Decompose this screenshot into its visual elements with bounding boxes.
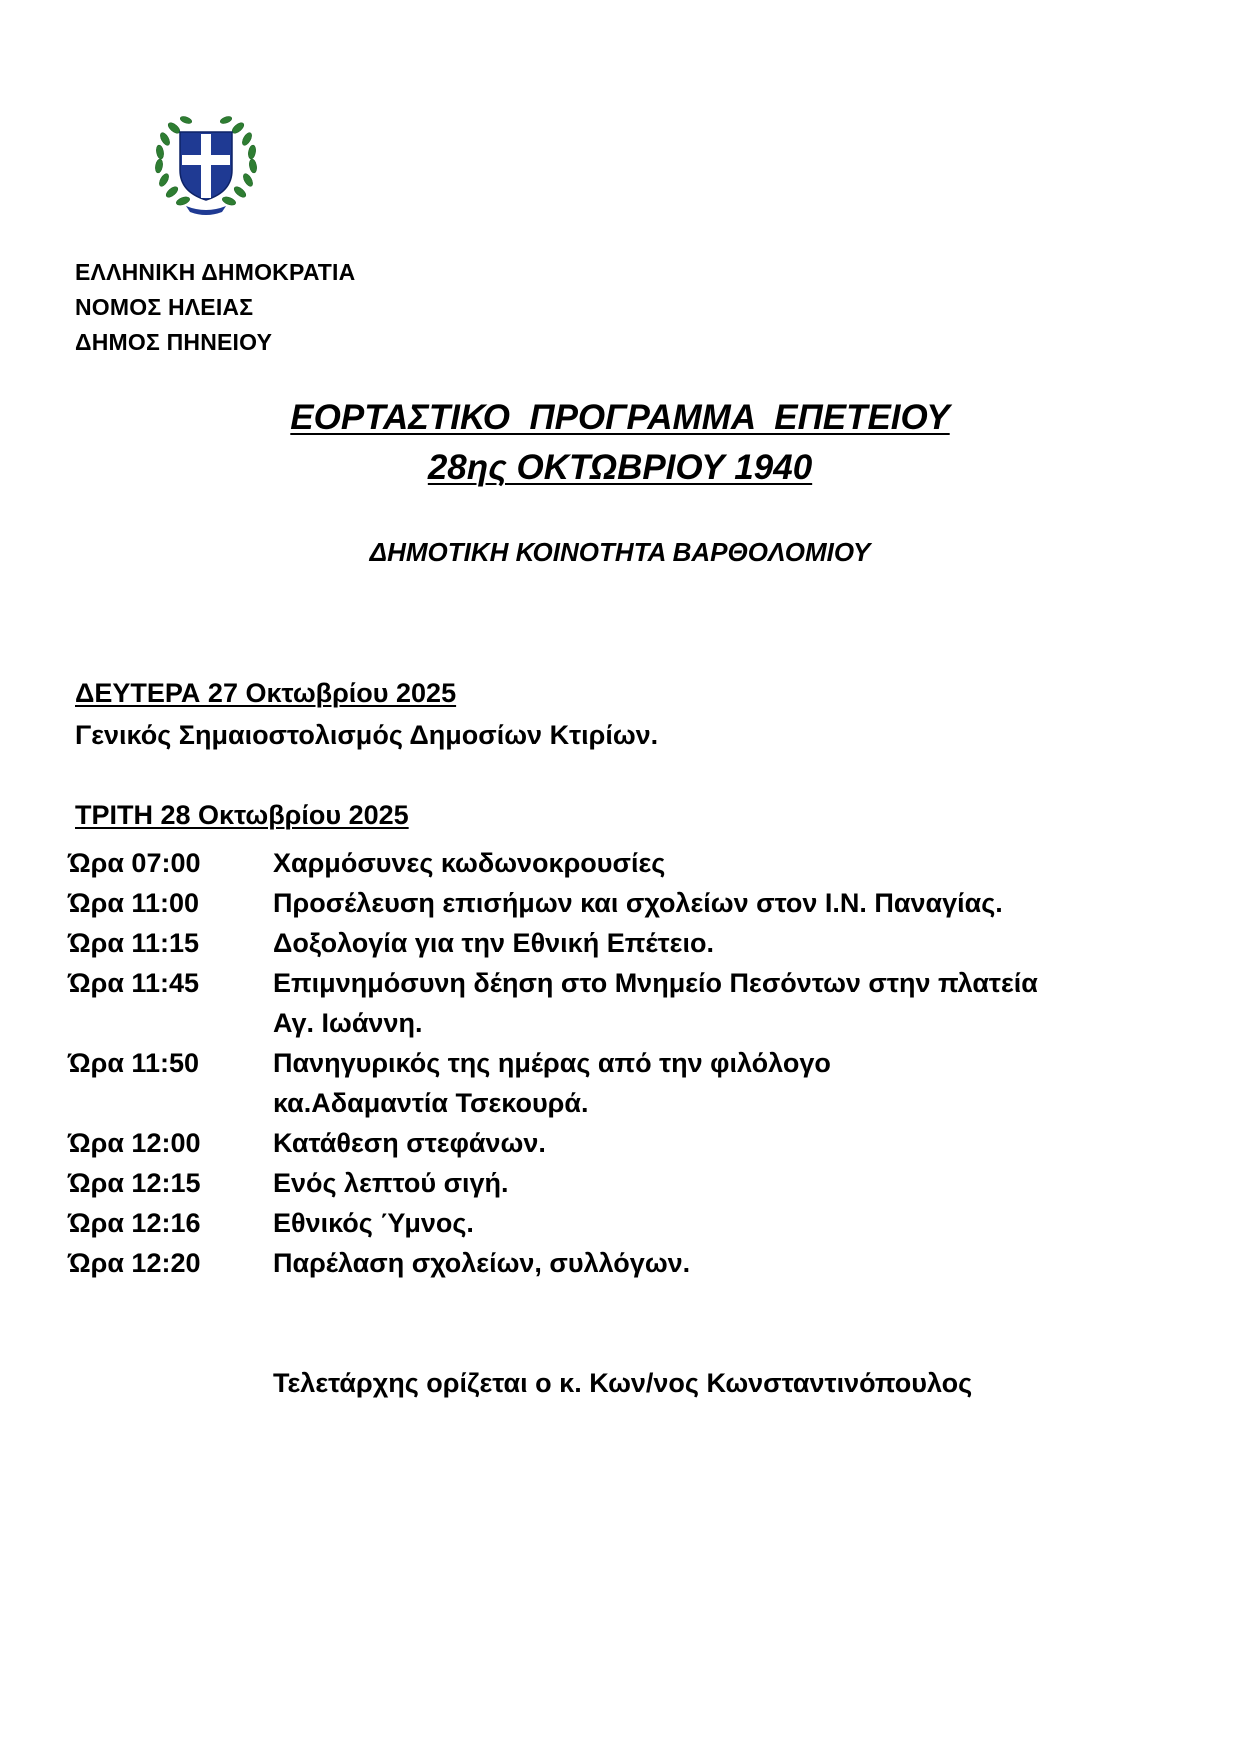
event-description-line1: Δοξολογία για την Εθνική Επέτειο. [273, 928, 714, 958]
schedule-row [68, 1203, 1168, 1243]
event-description-line1: Πανηγυρικός της ημέρας από την φιλόλογο [273, 1048, 831, 1078]
event-description-line1: Κατάθεση στεφάνων. [273, 1128, 546, 1158]
event-time: Ώρα 11:45 [68, 968, 199, 998]
event-schedule [68, 843, 1168, 1283]
schedule-row [68, 1123, 1168, 1163]
header-prefecture: ΝΟΜΟΣ ΗΛΕΙΑΣ [75, 294, 254, 320]
schedule-row [68, 923, 1168, 963]
community-subtitle: ΔΗΜΟΤΙΚΗ ΚΟΙΝΟΤΗΤΑ ΒΑΡΘΟΛΟΜΙΟΥ [369, 537, 871, 567]
schedule-row [68, 883, 1168, 923]
event-description [273, 883, 1168, 923]
event-description [273, 1243, 1168, 1283]
event-description-line1: Επιμνημόσυνη δέηση στο Μνημείο Πεσόντων στην πλατεία [273, 968, 1038, 998]
event-description-line1: Ενός λεπτού σιγή. [273, 1168, 509, 1198]
event-description-line2: κα.Αδαμαντία Τσεκουρά. [273, 1088, 589, 1118]
event-time: Ώρα 07:00 [68, 848, 201, 878]
event-description [273, 923, 1168, 963]
event-description-line2: Αγ. Ιωάννη. [273, 1008, 423, 1038]
event-description-line1: Προσέλευση επισήμων και σχολείων στον Ι.Ν. Παναγίας. [273, 888, 1003, 918]
event-description [273, 1203, 1168, 1243]
event-time: Ώρα 11:00 [68, 888, 199, 918]
event-description [273, 843, 1168, 883]
day1-text: Γενικός Σημαιοστολισμός Δημοσίων Κτιρίων. [75, 720, 659, 750]
header-country: ΕΛΛΗΝΙΚΗ ΔΗΜΟΚΡΑΤΙΑ [75, 259, 356, 285]
document-title-line1: ΕΟΡΤΑΣΤΙΚΟ ΠΡΟΓΡΑΜΜΑ ΕΠΕΤΕΙΟΥ [290, 398, 950, 437]
day1-heading: ΔΕΥΤΕΡΑ 27 Οκτωβρίου 2025 [75, 678, 457, 708]
header-municipality: ΔΗΜΟΣ ΠΗΝΕΙΟΥ [75, 329, 273, 355]
event-time: Ώρα 11:15 [68, 928, 199, 958]
schedule-row [68, 963, 1168, 1043]
event-time: Ώρα 12:16 [68, 1208, 201, 1238]
event-time: Ώρα 12:00 [68, 1128, 201, 1158]
master-of-ceremonies-note: Τελετάρχης ορίζεται ο κ. Κων/νος Κωνσταντινόπουλος [273, 1368, 973, 1398]
schedule-row [68, 843, 1168, 883]
coat-of-arms-emblem [150, 110, 262, 216]
event-description-line1: Παρέλαση σχολείων, συλλόγων. [273, 1248, 691, 1278]
event-description-line1: Εθνικός Ύμνος. [273, 1208, 474, 1238]
day2-heading: ΤΡΙΤΗ 28 Οκτωβρίου 2025 [75, 800, 409, 830]
event-time: Ώρα 12:20 [68, 1248, 201, 1278]
document-title-line2: 28ης ΟΚΤΩΒΡΙΟΥ 1940 [427, 448, 813, 487]
issuer-header [75, 255, 355, 360]
schedule-row [68, 1243, 1168, 1283]
event-time: Ώρα 11:50 [68, 1048, 199, 1078]
event-description [273, 963, 1168, 1043]
event-description-line1: Χαρμόσυνες κωδωνοκρουσίες [273, 848, 666, 878]
event-description [273, 1043, 1168, 1123]
schedule-row [68, 1043, 1168, 1123]
event-time: Ώρα 12:15 [68, 1168, 201, 1198]
event-description [273, 1163, 1168, 1203]
event-description [273, 1123, 1168, 1163]
schedule-row [68, 1163, 1168, 1203]
